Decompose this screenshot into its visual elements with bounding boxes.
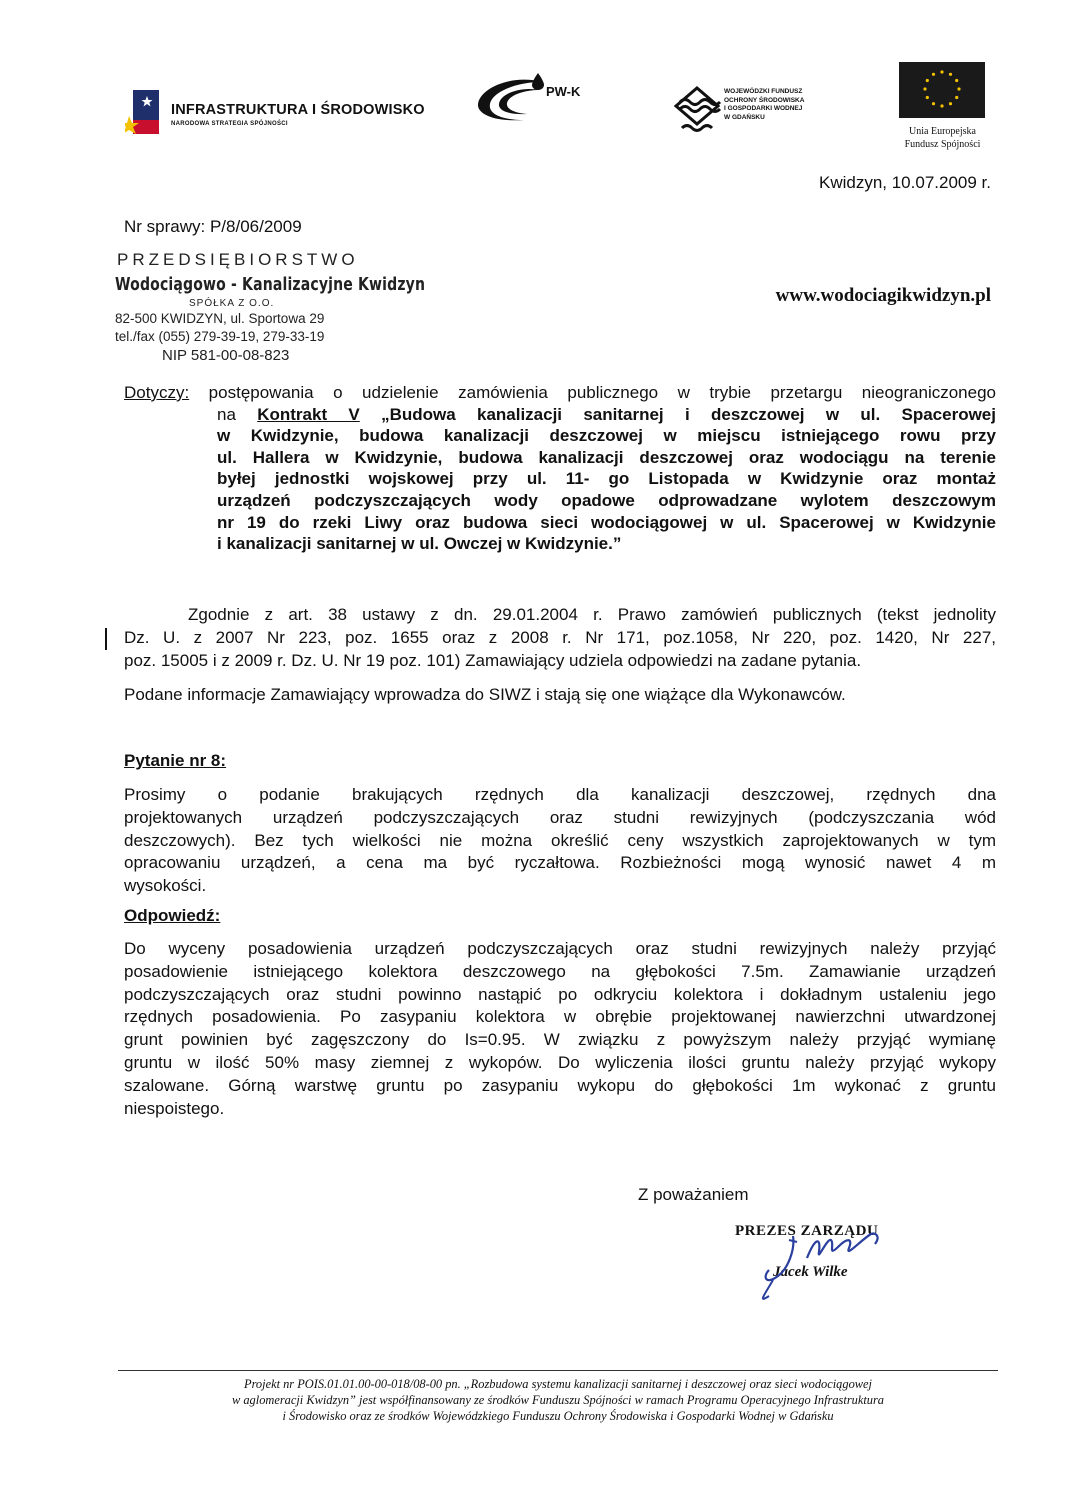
stamp-line-3: SPÓŁKA Z O.O. [189,298,275,309]
handwritten-signature-icon [735,1218,935,1308]
paragraph-line: Podane informacje Zamawiający wprowadza do SIWZ i stają się one wiążące dla Wykonawców. [124,685,846,704]
logo-is-subtitle: NARODOWA STRATEGIA SPÓJNOŚCI [171,121,288,127]
answer-line: szalowane. Górną warstwę gruntu po zasypaniu wykopu do głębokości 1m wykonać z gruntu [124,1075,996,1095]
subject-intro: postępowania o udzielenie zamówienia publicznego w trybie przetargu nieograniczonego [189,383,996,402]
letter-date: Kwidzyn, 10.07.2009 r. [818,173,991,192]
subject-contract: Kontrakt V [257,404,360,424]
pwk-logo [472,70,602,130]
pwk-swoosh-icon [472,70,602,130]
logo-is-name: INFRASTRUKTURA I ŚRODOWISKO [171,102,425,118]
question-line: deszczowych). Bez tych wielkości nie można określić ceny wszystkich zaprojektowanych w tym [124,830,996,850]
subject-line: „Budowa kanalizacji sanitarnej i deszczowej w ul. Spacerowej [359,404,996,424]
footer-line: i Środowisko oraz ze środków Wojewódzkiego Funduszu Ochrony Środowiska i Gospodarki Wodnej w Gdańsku [282,1409,834,1423]
stamp-line-6: NIP 581-00-08-823 [162,347,290,364]
answer-line: grunt powinien być zagęszczony do Is=0.95. W związku z powyższym należy przyjąć wymianę [124,1030,996,1050]
answer-line: gruntu w ilość 50% masy ziemnej z wykopów. Do wyliczenia ilości gruntu należy przyjąć wykopy [124,1052,996,1072]
company-stamp [115,250,426,370]
question-text [124,784,996,898]
eu-label-line2: Fundusz Spójności [904,139,981,150]
answer-line: posadowienie istniejącego kolektora deszczowego na głębokości 7.5m. Zamawianie urządzeń [124,961,996,981]
eu-flag-icon [899,62,985,118]
subject-line: ul. Hallera w Kwidzynie, budowa kanalizacji deszczowej oraz wodociągu na terenie [217,447,996,467]
stamp-line-5: tel./fax (055) 279-39-19, 279-33-19 [115,329,325,344]
question-line: Prosimy o podanie brakujących rzędnych dla kanalizacji deszczowej, rzędnych dna [124,785,996,804]
wfosigw-logo-text: WOJEWÓDZKI FUNDUSZ OCHRONY ŚRODOWISKA I GOSPODARKI WODNEJ W GDAŃSKU [724,88,805,121]
question-line: opracowaniu urządzeń, a cena ma być ryczałtowa. Rozbieżności mogą wynosić nawet 4 m [124,853,996,873]
legal-basis-paragraph [124,604,996,672]
subject-line: i kanalizacji sanitarnej w ul. Owczej w Kwidzynie.” [217,534,622,554]
answer-heading: Odpowiedź: [124,906,221,925]
wfosigw-waves-icon [672,84,722,134]
question-heading: Pytanie nr 8: [124,751,227,770]
subject-line: urządzeń podczyszczających wody opadowe odprowadzane wylotem deszczowym [217,490,996,510]
stamp-line-1: PRZEDSIĘBIORSTWO [117,250,359,269]
signature-title: PREZES ZARZĄDU [735,1223,879,1239]
signature-block [735,1218,935,1308]
answer-line: niespoistego. [124,1098,225,1118]
question-line: wysokości. [124,876,207,896]
eu-flag-star-icon [125,90,163,136]
wfosigw-logo [672,82,832,142]
closing-salutation: Z poważaniem [638,1185,749,1204]
subject-line: nr 19 do rzeki Liwy oraz budowa sieci wodociągowej w ul. Spacerowej w Kwidzynie [217,512,996,532]
pwk-logo-text: PW-K [546,84,581,99]
answer-text [124,938,996,1120]
subject-line: w Kwidzynie, budowa kanalizacji deszczowej w miejscu istniejącego rowu przy [217,426,996,446]
answer-line: rzędnych posadowienia. Po zasypaniu kolektora w obrębie projektowanej nawierzchni utwardzonej [124,1007,996,1027]
answer-line: Do wyceny posadowienia urządzeń podczyszczających oraz studni rewizyjnych należy przyjąć [124,939,996,958]
stamp-line-4: 82-500 KWIDZYN, ul. Sportowa 29 [115,311,325,326]
footer-divider [118,1370,998,1371]
case-number: Nr sprawy: P/8/06/2009 [124,217,302,236]
signature-name: Jacek Wilke [773,1264,848,1280]
subject-line: byłej jednostki wojskowej przy ul. 11- go Listopada w Kwidzynie oraz montaż [217,469,996,489]
footer-line: w aglomeracji Kwidzyn” jest współfinansowany ze środków Funduszu Spójności w ramach Programu Operacyjnego Infrastruktura [232,1393,884,1407]
eu-cohesion-fund-logo [895,62,990,152]
paragraph-line: poz. 15005 i z 2009 r. Dz. U. Nr 19 poz. 101) Zamawiający udziela odpowiedzi na zadane pytania. [124,650,862,670]
margin-mark [105,628,107,650]
answer-line: podczyszczających oraz studni powinno nastąpić po odkryciu kolektora i dokładnym ustaleniu jego [124,984,996,1004]
eu-label-line1: Unia Europejska [909,126,976,137]
paragraph-line: Dz. U. z 2007 Nr 223, poz. 1655 oraz z 2008 r. Nr 171, poz.1058, Nr 220, poz. 1420, Nr 227, [124,627,996,647]
paragraph-line: Zgodnie z art. 38 ustawy z dn. 29.01.2004 r. Prawo zamówień publicznych (tekst jednolity [188,605,996,624]
infrastruktura-logo [125,84,425,144]
subject-na: na [217,404,258,424]
footer-project-note [118,1376,998,1424]
subject-label: Dotyczy: [124,383,190,402]
question-line: projektowanych urządzeń podczyszczających oraz studni rewizyjnych (podczyszczania wód [124,807,996,827]
subject-block [124,382,996,555]
website-url: www.wodociagikwidzyn.pl [775,285,991,306]
info-paragraph [124,684,996,707]
footer-line: Projekt nr POIS.01.01.00-00-018/08-00 pn. „Rozbudowa systemu kanalizacji sanitarnej i deszczowej oraz sieci wodociągowej [244,1377,872,1391]
stamp-line-2: Wodociągowo - Kanalizacyjne Kwidzyn [115,274,426,295]
